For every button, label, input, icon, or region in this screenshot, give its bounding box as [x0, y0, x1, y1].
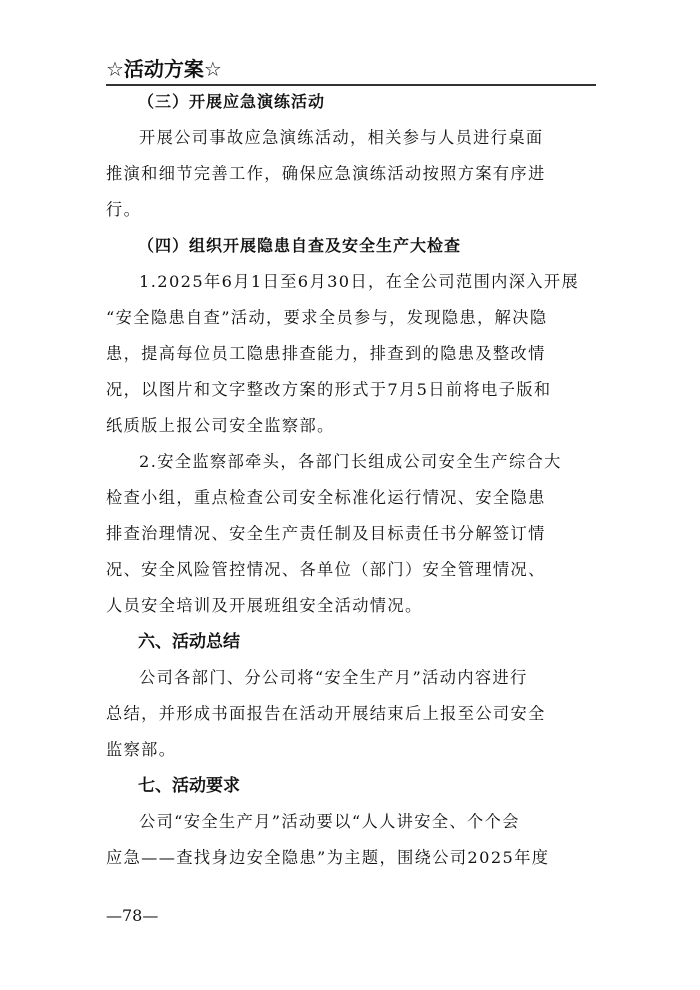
paragraph-line: 行。 [106, 200, 142, 219]
paragraph-line: 况、安全风险管控情况、各单位（部门）安全管理情况、 [106, 560, 546, 579]
paragraph-hazard-self-check [106, 264, 596, 444]
subheading-emergency-drill: （三）开展应急演练活动 [138, 92, 326, 111]
paragraph-line: 检查小组，重点检查公司安全标准化运行情况、安全隐患 [106, 488, 546, 507]
document-body [106, 84, 596, 876]
paragraph-line: 纸质版上报公司安全监察部。 [106, 416, 335, 435]
page-header-title: ☆活动方案☆ [106, 57, 222, 81]
paragraph-line: “安全隐患自查”活动，要求全员参与，发现隐患，解决隐 [106, 308, 548, 327]
section-heading-activity-requirements: 七、活动要求 [138, 776, 240, 796]
paragraph-line: 1.2025年6月1日至6月30日，在全公司范围内深入开展 [139, 272, 580, 291]
paragraph-emergency-drill [106, 120, 596, 228]
paragraph-line: 2.安全监察部牵头，各部门长组成公司安全生产综合大 [139, 452, 562, 471]
paragraph-line: 公司“安全生产月”活动要以“人人讲安全、个个会 [139, 812, 520, 831]
paragraph-activity-summary [106, 660, 596, 768]
paragraph-line: 应急——查找身边安全隐患”为主题，围绕公司2025年度 [106, 848, 550, 867]
subheading-hazard-inspection: （四）组织开展隐患自查及安全生产大检查 [138, 236, 462, 255]
page-number: —78— [106, 906, 159, 925]
paragraph-comprehensive-inspection [106, 444, 596, 624]
paragraph-line: 公司各部门、分公司将“安全生产月”活动内容进行 [139, 668, 528, 687]
paragraph-line: 况，以图片和文字整改方案的形式于7月5日前将电子版和 [106, 380, 552, 399]
paragraph-line: 监察部。 [106, 740, 177, 759]
paragraph-line: 患，提高每位员工隐患排查能力，排查到的隐患及整改情 [106, 344, 546, 363]
paragraph-line: 人员安全培训及开展班组安全活动情况。 [106, 596, 423, 615]
paragraph-line: 开展公司事故应急演练活动，相关参与人员进行桌面 [139, 128, 544, 147]
paragraph-line: 推演和细节完善工作，确保应急演练活动按照方案有序进 [106, 164, 546, 183]
paragraph-activity-requirements [106, 804, 596, 876]
paragraph-line: 总结，并形成书面报告在活动开展结束后上报至公司安全 [106, 704, 546, 723]
paragraph-line: 排查治理情况、安全生产责任制及目标责任书分解签订情 [106, 524, 546, 543]
section-heading-activity-summary: 六、活动总结 [138, 632, 240, 652]
